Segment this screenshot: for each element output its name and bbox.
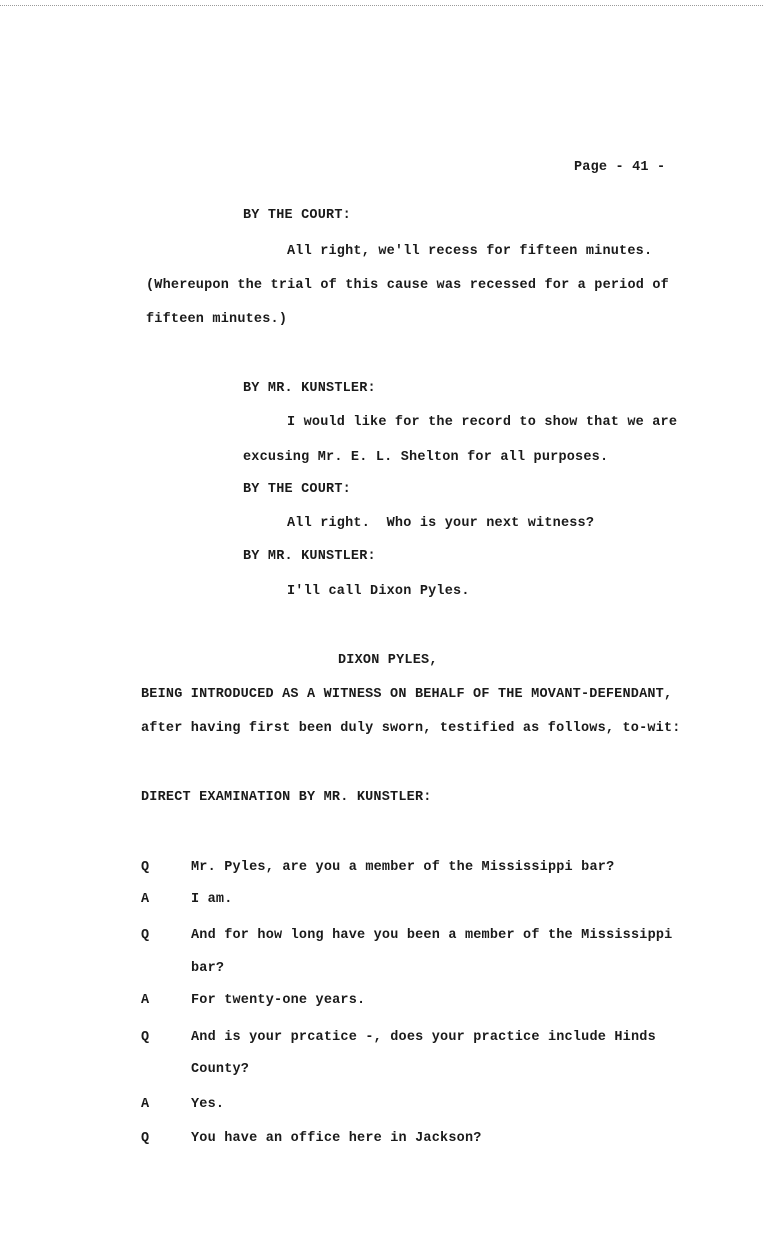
- qa-line: County?: [191, 1062, 250, 1077]
- examination-heading: DIRECT EXAMINATION BY MR. KUNSTLER:: [141, 790, 432, 805]
- qa-speaker-q: Q: [141, 860, 150, 875]
- court-question: All right. Who is your next witness?: [287, 516, 595, 531]
- kunstler-statement-line-2: excusing Mr. E. L. Shelton for all purposes.: [243, 450, 609, 465]
- qa-speaker-a: A: [141, 1097, 150, 1112]
- speaker-label-court: BY THE COURT:: [243, 208, 351, 223]
- witness-intro-line-2: after having first been duly sworn, testified as follows, to-wit:: [141, 721, 681, 736]
- qa-speaker-q: Q: [141, 1030, 150, 1045]
- qa-speaker-q: Q: [141, 1131, 150, 1146]
- kunstler-statement-line-1: I would like for the record to show that we are: [287, 415, 678, 430]
- recess-note-line-2: fifteen minutes.): [146, 312, 288, 327]
- witness-name-heading: DIXON PYLES,: [338, 653, 438, 668]
- qa-line: I am.: [191, 892, 233, 907]
- page-number-header: Page - 41 -: [574, 160, 666, 175]
- witness-intro-line-1: BEING INTRODUCED AS A WITNESS ON BEHALF OF THE MOVANT-DEFENDANT,: [141, 687, 673, 702]
- qa-line: Yes.: [191, 1097, 225, 1112]
- qa-speaker-a: A: [141, 993, 150, 1008]
- qa-line: Mr. Pyles, are you a member of the Mississippi bar?: [191, 860, 615, 875]
- court-statement: All right, we'll recess for fifteen minutes.: [287, 244, 653, 259]
- top-border-rule: [0, 5, 763, 6]
- qa-line: bar?: [191, 961, 225, 976]
- qa-speaker-q: Q: [141, 928, 150, 943]
- qa-speaker-a: A: [141, 892, 150, 907]
- speaker-label-court: BY THE COURT:: [243, 482, 351, 497]
- kunstler-call-witness: I'll call Dixon Pyles.: [287, 584, 470, 599]
- speaker-label-kunstler: BY MR. KUNSTLER:: [243, 549, 376, 564]
- qa-line: For twenty-one years.: [191, 993, 366, 1008]
- qa-line: And for how long have you been a member of the Mississippi: [191, 928, 673, 943]
- qa-line: And is your prcatice -, does your practice include Hinds: [191, 1030, 656, 1045]
- qa-line: You have an office here in Jackson?: [191, 1131, 482, 1146]
- speaker-label-kunstler: BY MR. KUNSTLER:: [243, 381, 376, 396]
- recess-note-line-1: (Whereupon the trial of this cause was recessed for a period of: [146, 278, 669, 293]
